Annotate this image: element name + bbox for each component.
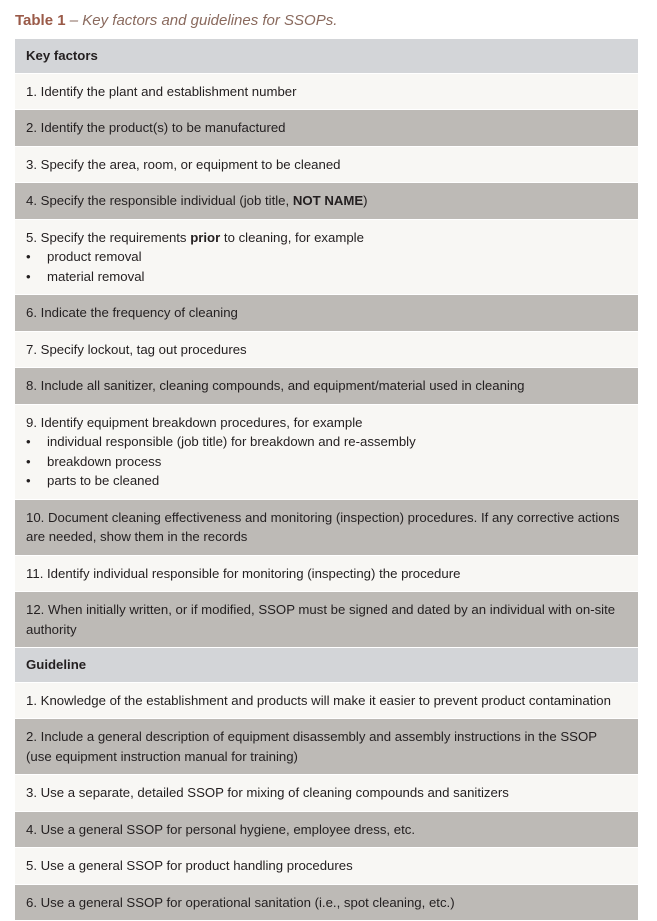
row-emphasis: prior (190, 230, 220, 245)
row-text-end: ) (363, 193, 367, 208)
table-row (15, 719, 638, 775)
table-row (15, 220, 638, 296)
row-text: 6. Use a general SSOP for operational sanitation (i.e., spot cleaning, etc.) (26, 895, 455, 910)
section-header-label: Key factors (26, 48, 98, 63)
row-text: 9. Identify equipment breakdown procedures, for example (26, 413, 626, 433)
section-header-label: Guideline (26, 657, 86, 672)
table-row (15, 368, 638, 405)
table-row (15, 592, 638, 648)
row-text: 4. Use a general SSOP for personal hygiene, employee dress, etc. (26, 822, 415, 837)
list-item-text: product removal (47, 247, 142, 267)
row-text: 5. Use a general SSOP for product handling procedures (26, 858, 353, 873)
list-item (26, 452, 626, 472)
table-number: Table 1 (15, 12, 66, 29)
ssop-table (15, 39, 638, 921)
table-row (15, 683, 638, 720)
row-text: 3. Use a separate, detailed SSOP for mixing of cleaning compounds and sanitizers (26, 785, 509, 800)
row-text: 2. Identify the product(s) to be manufactured (26, 120, 286, 135)
row-text: 4. Specify the responsible individual (job title, (26, 193, 293, 208)
list-item (26, 247, 626, 267)
row-text: 1. Identify the plant and establishment number (26, 84, 297, 99)
row-text: 2. Include a general description of equipment disassembly and assembly instructions in the SSOP (use equipment instruction manual for training) (26, 729, 597, 764)
table-row (15, 885, 638, 921)
table-row (15, 775, 638, 812)
table-row (15, 147, 638, 184)
row-text: 5. Specify the requirements (26, 230, 190, 245)
bullet-icon: • (26, 452, 47, 472)
list-item-text: material removal (47, 267, 144, 287)
list-item (26, 267, 626, 287)
table-dash: – (66, 12, 83, 29)
table-row (15, 332, 638, 369)
row-text: 3. Specify the area, room, or equipment to be cleaned (26, 157, 341, 172)
bullet-icon: • (26, 247, 47, 267)
list-item (26, 432, 626, 452)
row-text-end: to cleaning, for example (220, 230, 364, 245)
row-text: 11. Identify individual responsible for monitoring (inspecting) the procedure (26, 566, 460, 581)
list-item (26, 471, 626, 491)
table-row (15, 556, 638, 593)
row-text: 6. Indicate the frequency of cleaning (26, 305, 238, 320)
row-text: 8. Include all sanitizer, cleaning compounds, and equipment/material used in cleaning (26, 378, 525, 393)
table-row (15, 74, 638, 111)
list-item-text: breakdown process (47, 452, 161, 472)
list-item-text: individual responsible (job title) for breakdown and re-assembly (47, 432, 416, 452)
section-header-guideline (15, 648, 638, 683)
table-row (15, 812, 638, 849)
bullet-icon: • (26, 432, 47, 452)
table-row (15, 500, 638, 556)
table-row (15, 848, 638, 885)
row-emphasis: NOT NAME (293, 193, 363, 208)
row-text: 10. Document cleaning effectiveness and monitoring (inspection) procedures. If any corrective actions are needed, show them in the records (26, 510, 620, 545)
table-caption (15, 12, 337, 29)
row-text: 1. Knowledge of the establishment and products will make it easier to prevent product contamination (26, 693, 611, 708)
table-row (15, 295, 638, 332)
section-header-key-factors (15, 39, 638, 74)
table-title: Key factors and guidelines for SSOPs. (82, 12, 337, 29)
list-item-text: parts to be cleaned (47, 471, 159, 491)
table-row (15, 183, 638, 220)
bullet-icon: • (26, 471, 47, 491)
bullet-icon: • (26, 267, 47, 287)
row-text: 7. Specify lockout, tag out procedures (26, 342, 247, 357)
row-text: 12. When initially written, or if modified, SSOP must be signed and dated by an individual with on-site authority (26, 602, 615, 637)
table-row (15, 405, 638, 500)
table-row (15, 110, 638, 147)
